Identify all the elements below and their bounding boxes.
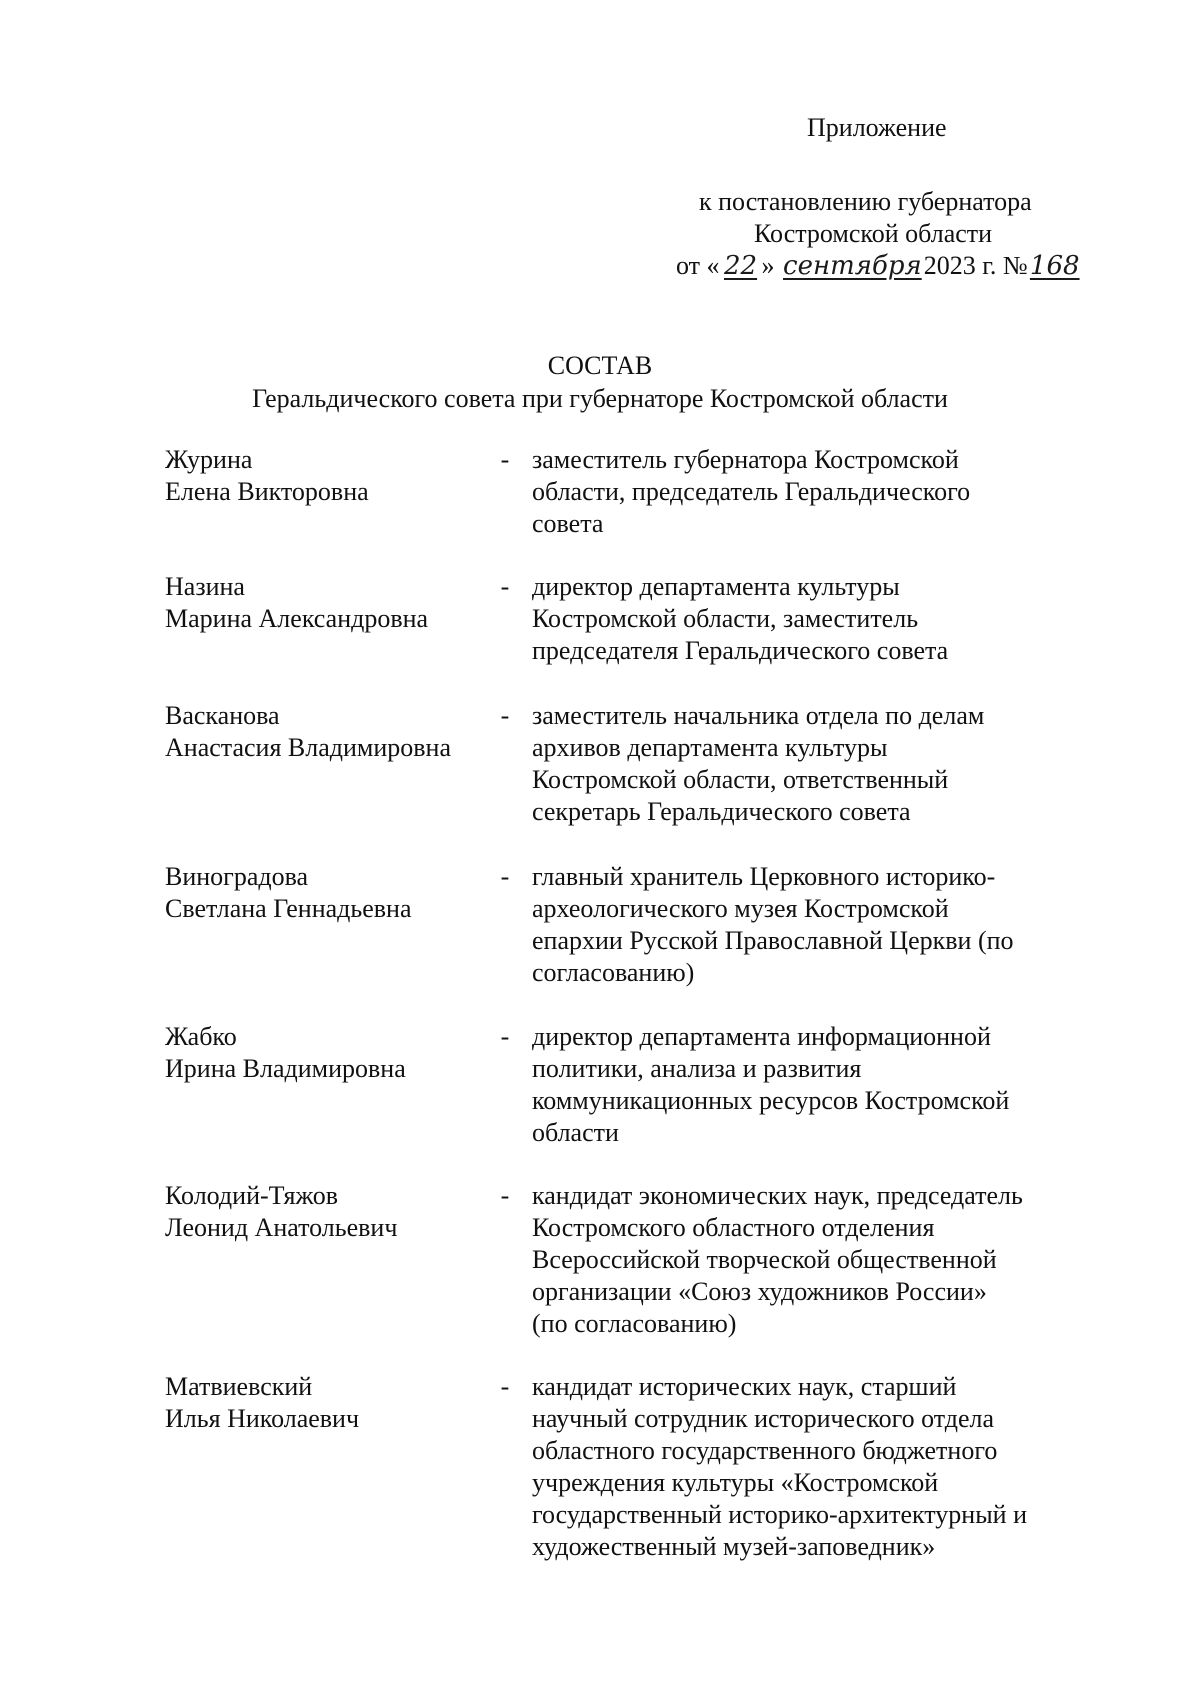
handwritten-month: сентября: [783, 251, 922, 281]
member-given-names: Елена Викторовна: [165, 477, 369, 506]
handwritten-document-number: 168: [1029, 251, 1080, 281]
role-line: директор департамента культуры: [532, 572, 900, 601]
role-line: директор департамента информационной: [532, 1022, 991, 1051]
entry-dash: -: [500, 572, 510, 601]
member-given-names: Леонид Анатольевич: [165, 1213, 398, 1242]
member-role: [532, 1180, 1085, 1340]
member-surname: Жабко: [165, 1022, 237, 1051]
role-line: Костромской области, ответственный: [532, 765, 949, 794]
member-role: [532, 700, 1085, 828]
member-role: [532, 571, 1085, 667]
member-role: [532, 444, 1085, 540]
role-line: согласованию): [532, 958, 695, 987]
member-role: [532, 1371, 1085, 1563]
resolution-date-line: [676, 250, 1082, 282]
role-line: заместитель начальника отдела по делам: [532, 701, 985, 730]
handwritten-day: 22: [723, 251, 758, 281]
member-surname: Назина: [165, 572, 245, 601]
member-name: [165, 571, 485, 635]
member-name: [165, 861, 485, 925]
role-line: областного государственного бюджетного: [532, 1436, 998, 1465]
entry-dash: -: [500, 1022, 510, 1051]
entry-dash: -: [500, 862, 510, 891]
member-surname: Колодий-Тяжов: [165, 1181, 339, 1210]
role-line: Костромской области, заместитель: [532, 604, 919, 633]
member-name: [165, 1180, 485, 1244]
resolution-reference-line-2: Костромской области: [754, 219, 993, 248]
role-line: Всероссийской творческой общественной: [532, 1245, 997, 1274]
role-line: организации «Союз художников России»: [532, 1277, 987, 1306]
date-quote-close: »: [761, 251, 775, 280]
date-year-and-number-label: 2023 г. №: [923, 251, 1028, 280]
entry-dash: -: [500, 445, 510, 474]
resolution-reference-line-1: к постановлению губернатора: [699, 187, 1032, 216]
role-line: коммуникационных ресурсов Костромской: [532, 1086, 1010, 1115]
member-name: [165, 1021, 485, 1085]
role-line: главный хранитель Церковного историко-: [532, 862, 996, 891]
member-given-names: Илья Николаевич: [165, 1404, 360, 1433]
role-line: политики, анализа и развития: [532, 1054, 862, 1083]
role-line: области, председатель Геральдического: [532, 477, 971, 506]
appendix-label: Приложение: [807, 113, 947, 142]
document-subtitle: Геральдического совета при губернаторе Костромской области: [252, 384, 948, 413]
entry-dash: -: [500, 1372, 510, 1401]
role-line: епархии Русской Православной Церкви (по: [532, 926, 1014, 955]
role-line: (по согласованию): [532, 1309, 737, 1338]
member-name: [165, 1371, 485, 1435]
member-name: [165, 700, 485, 764]
member-name: [165, 444, 485, 508]
member-surname: Васканова: [165, 701, 280, 730]
document-title: СОСТАВ: [547, 351, 653, 380]
role-line: Костромского областного отделения: [532, 1213, 935, 1242]
role-line: учреждения культуры «Костромской: [532, 1468, 939, 1497]
member-surname: Виноградова: [165, 862, 309, 891]
role-line: кандидат экономических наук, председатель: [532, 1181, 1023, 1210]
member-surname: Матвиевский: [165, 1372, 313, 1401]
date-prefix: от «: [676, 251, 720, 280]
role-line: государственный историко-архитектурный и: [532, 1500, 1028, 1529]
member-role: [532, 861, 1085, 989]
member-given-names: Анастасия Владимировна: [165, 733, 451, 762]
role-line: художественный музей-заповедник»: [532, 1532, 936, 1561]
role-line: области: [532, 1118, 619, 1147]
role-line: кандидат исторических наук, старший: [532, 1372, 957, 1401]
entry-dash: -: [500, 1181, 510, 1210]
member-surname: Журина: [165, 445, 253, 474]
member-given-names: Ирина Владимировна: [165, 1054, 406, 1083]
role-line: научный сотрудник исторического отдела: [532, 1404, 995, 1433]
member-given-names: Светлана Геннадьевна: [165, 894, 412, 923]
role-line: совета: [532, 509, 604, 538]
role-line: археологического музея Костромской: [532, 894, 949, 923]
entry-dash: -: [500, 701, 510, 730]
role-line: председателя Геральдического совета: [532, 636, 949, 665]
member-role: [532, 1021, 1085, 1149]
member-given-names: Марина Александровна: [165, 604, 429, 633]
role-line: секретарь Геральдического совета: [532, 797, 911, 826]
role-line: архивов департамента культуры: [532, 733, 888, 762]
role-line: заместитель губернатора Костромской: [532, 445, 959, 474]
